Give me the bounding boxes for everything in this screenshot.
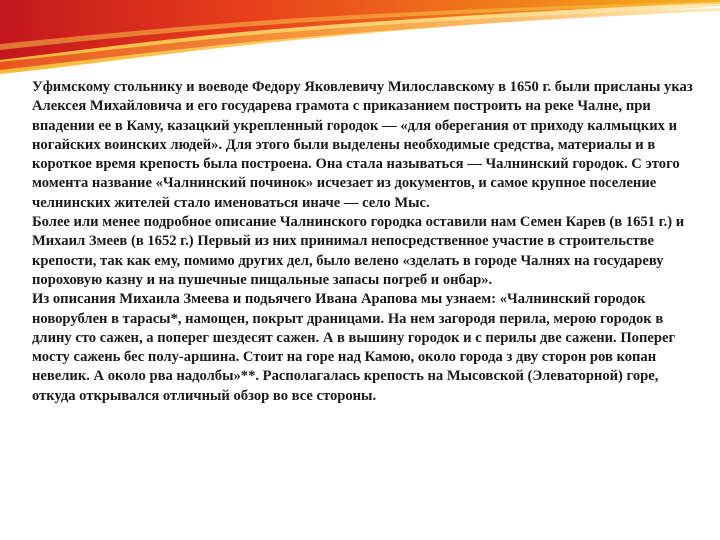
paragraph-founding: Уфимскому стольнику и воеводе Федору Яковлевичу Милославскому в 1650 г. были присланы указ Алексея Михайловича и его государева грамота с приказанием построить на реке Чалне, при впадении ее в Каму, казацкий укрепленный городок — «для оберегания от приходу калмыцких и ногайских воинских людей». Для этого были выделены необходимые средства, материалы и в короткое время крепость была построена. Она стала называться — Чалнинский городок. С этого момента название «Чалнинский починок» исчезает из документов, и самое крупное поселение челнинских жителей стало именоваться иначе — село Мыс. [32,79,693,211]
paragraph-karev-zmeev: Более или менее подробное описание Чалнинского городка оставили нам Семен Карев (в 1651 г.) и Михаил Змеев (в 1652 г.) Первый из них принимал непосредственное участие в строительстве крепости, так как ему, помимо других дел, было велено «зделать в городе Чалнях на государеву пороховую казну и на пушечные пищальные запасы погреб и онбар». [32,214,685,288]
header-swoosh-decoration [0,0,720,75]
body-text-frame [32,78,696,406]
paragraph-description: Из описания Михаила Змеева и подьячего Ивана Арапова мы узнаем: «Чалнинский городок новорублен в тарасы*, намощен, покрыт драницами. На нем загородя перила, мерою городок в длину сто сажен, а поперег шездесят сажен. А в вышину городок и с перилы две сажени. Поперег мосту сажень бес полу-аршина. Стоит на горе над Камою, около города з дву сторон ров копан невелик. А около рва надолбы»**. Располагалась крепость на Мысовской (Элеваторной) горе, откуда открывался отличный обзор во все стороны. [32,291,676,404]
